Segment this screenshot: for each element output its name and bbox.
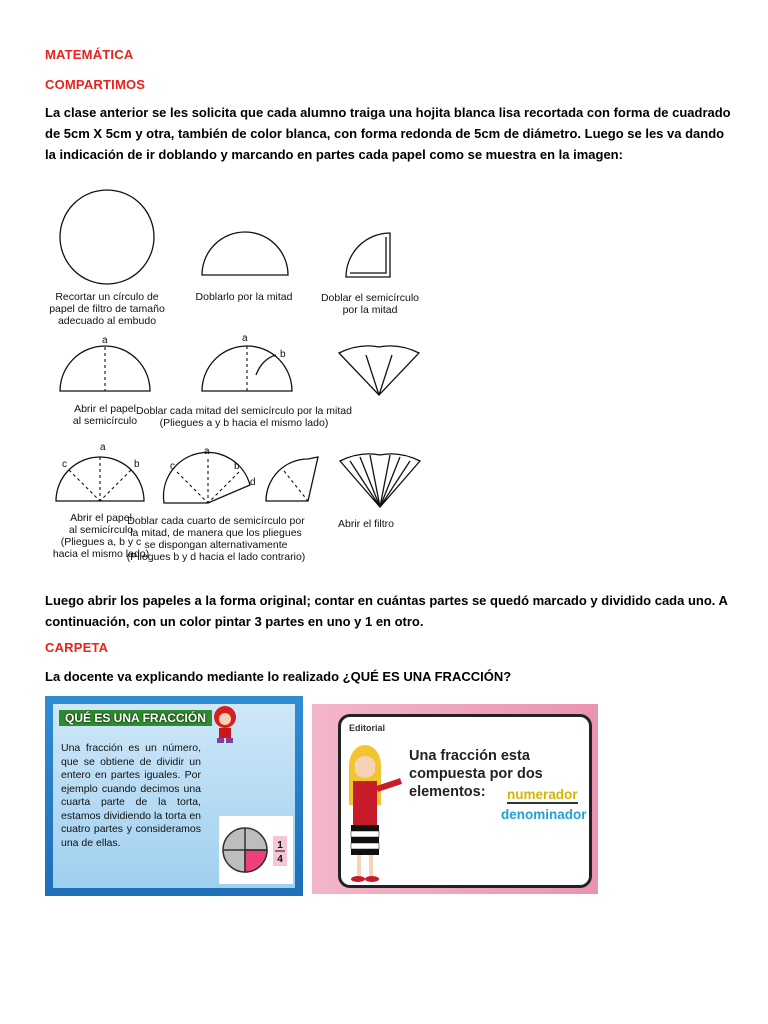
step5-label-line1: Doblar cada mitad del semicírculo por la mitad bbox=[136, 405, 352, 417]
fold-line-b2 bbox=[208, 472, 239, 503]
label-a-row2b: a bbox=[242, 333, 248, 344]
step3-label-line1: Doblar el semicírculo bbox=[320, 292, 420, 304]
step3-label-line2: por la mitad bbox=[342, 304, 398, 316]
denominator-label: denominador bbox=[501, 807, 587, 822]
after-paragraph: Luego abrir los papeles a la forma original; contar en cuántas partes se quedó marcado y dividido cada uno. A continuación, con un color pintar 3 partes en uno y 1 en otro. bbox=[45, 593, 728, 629]
opened-filter-fan bbox=[340, 454, 420, 507]
label-c-row3: c bbox=[62, 459, 67, 470]
filter-folding-diagram bbox=[44, 185, 444, 570]
pleat-line bbox=[284, 471, 308, 501]
step5-label-line2: (Pliegues a y b hacia el mismo lado) bbox=[159, 417, 329, 429]
fraction-elements-card bbox=[312, 704, 598, 894]
card1-panel bbox=[53, 704, 295, 888]
heading-compartimos: COMPARTIMOS bbox=[45, 77, 146, 92]
paper-circle bbox=[60, 190, 154, 284]
step4-label-line1: Abrir el papel bbox=[74, 403, 136, 415]
quarter-fold-semicircle bbox=[164, 452, 250, 503]
question-line: La docente va explicando mediante lo realizado ¿QUÉ ES UNA FRACCIÓN? bbox=[45, 669, 512, 684]
step7-label-line2: al semicírculo bbox=[68, 524, 134, 536]
step1-label-line2: papel de filtro de tamaño bbox=[49, 303, 165, 315]
fan-fold-shape bbox=[339, 346, 419, 395]
semicircle-shape bbox=[202, 232, 288, 275]
step4-label-line2: al semicírculo bbox=[72, 415, 138, 427]
step7-label-line4: hacia el mismo lado) bbox=[52, 548, 150, 560]
step8-label-line4: (Pliegues b y d hacia el lado contrario) bbox=[126, 551, 306, 563]
step7-label-line1: Abrir el papel bbox=[70, 512, 132, 524]
label-a-row3: a bbox=[100, 442, 106, 453]
card1-title: QUÉ ES UNA FRACCIÓN bbox=[59, 710, 212, 726]
fraction-denominator: 4 bbox=[277, 854, 283, 865]
fold-line-c2 bbox=[177, 472, 208, 503]
fold-line-b bbox=[100, 470, 131, 501]
label-d-row3b: d bbox=[250, 477, 256, 488]
step7-label-line3: (Pliegues a, b y c bbox=[60, 536, 142, 548]
intro-paragraph: La clase anterior se les solicita que cada alumno traiga una hojita blanca lisa recortada con forma de cuadrado de 5cm X 5cm y otra, también de color blanca, con forma redonda de 5cm de diámetro. Luego se les va dando la indicación de ir doblando y marcando en partes cada papel como se muestra en la imagen: bbox=[45, 105, 731, 162]
quarter-fold-shape bbox=[346, 233, 390, 277]
pleated-semicircle bbox=[266, 457, 318, 501]
label-b-row3: b bbox=[134, 459, 140, 470]
label-b-row2: b bbox=[280, 349, 286, 360]
label-a-row3b: a bbox=[204, 446, 210, 457]
step10-label: Abrir el filtro bbox=[337, 518, 395, 530]
label-a-row2: a bbox=[102, 335, 108, 346]
editorial-logo-text: Editorial bbox=[349, 723, 386, 733]
card1-text: Una fracción es un número, que se obtiene de dividir un entero en partes iguales. Por ejemplo cuando decimos una cuarta parte de la torta, estamos dividiendo la torta en cuatro partes y consideramos una de ellas. bbox=[61, 742, 201, 849]
numerator-label: numerador bbox=[507, 787, 578, 802]
heading-matematica: MATEMÁTICA bbox=[45, 47, 134, 62]
step8-label-line2: la mitad, de manera que los pliegues bbox=[130, 527, 302, 539]
quarter-pie-box bbox=[219, 816, 293, 884]
fold-line-c bbox=[69, 470, 100, 501]
character-icon bbox=[205, 704, 245, 746]
card2-title: Una fracción esta compuesta por dos elementos: bbox=[409, 748, 543, 800]
step1-label-line3: adecuado al embudo bbox=[57, 315, 157, 327]
fraction-numerator: 1 bbox=[277, 840, 283, 851]
heading-carpeta: CARPETA bbox=[45, 640, 109, 655]
step2-label: Doblarlo por la mitad bbox=[195, 291, 293, 303]
teacher-character-icon bbox=[335, 737, 405, 887]
label-c-row3b: c bbox=[170, 461, 175, 472]
step1-label-line1: Recortar un círculo de bbox=[55, 291, 159, 303]
card2-panel bbox=[338, 714, 592, 888]
step8-label-line1: Doblar cada cuarto de semicírculo por bbox=[127, 515, 305, 527]
quarter-pie-icon bbox=[219, 816, 293, 884]
label-b-row3b: b bbox=[234, 461, 240, 472]
step8-label-line3: se dispongan alternativamente bbox=[144, 539, 288, 551]
fraction-definition-card bbox=[45, 696, 303, 896]
fold-arrow bbox=[256, 355, 276, 375]
